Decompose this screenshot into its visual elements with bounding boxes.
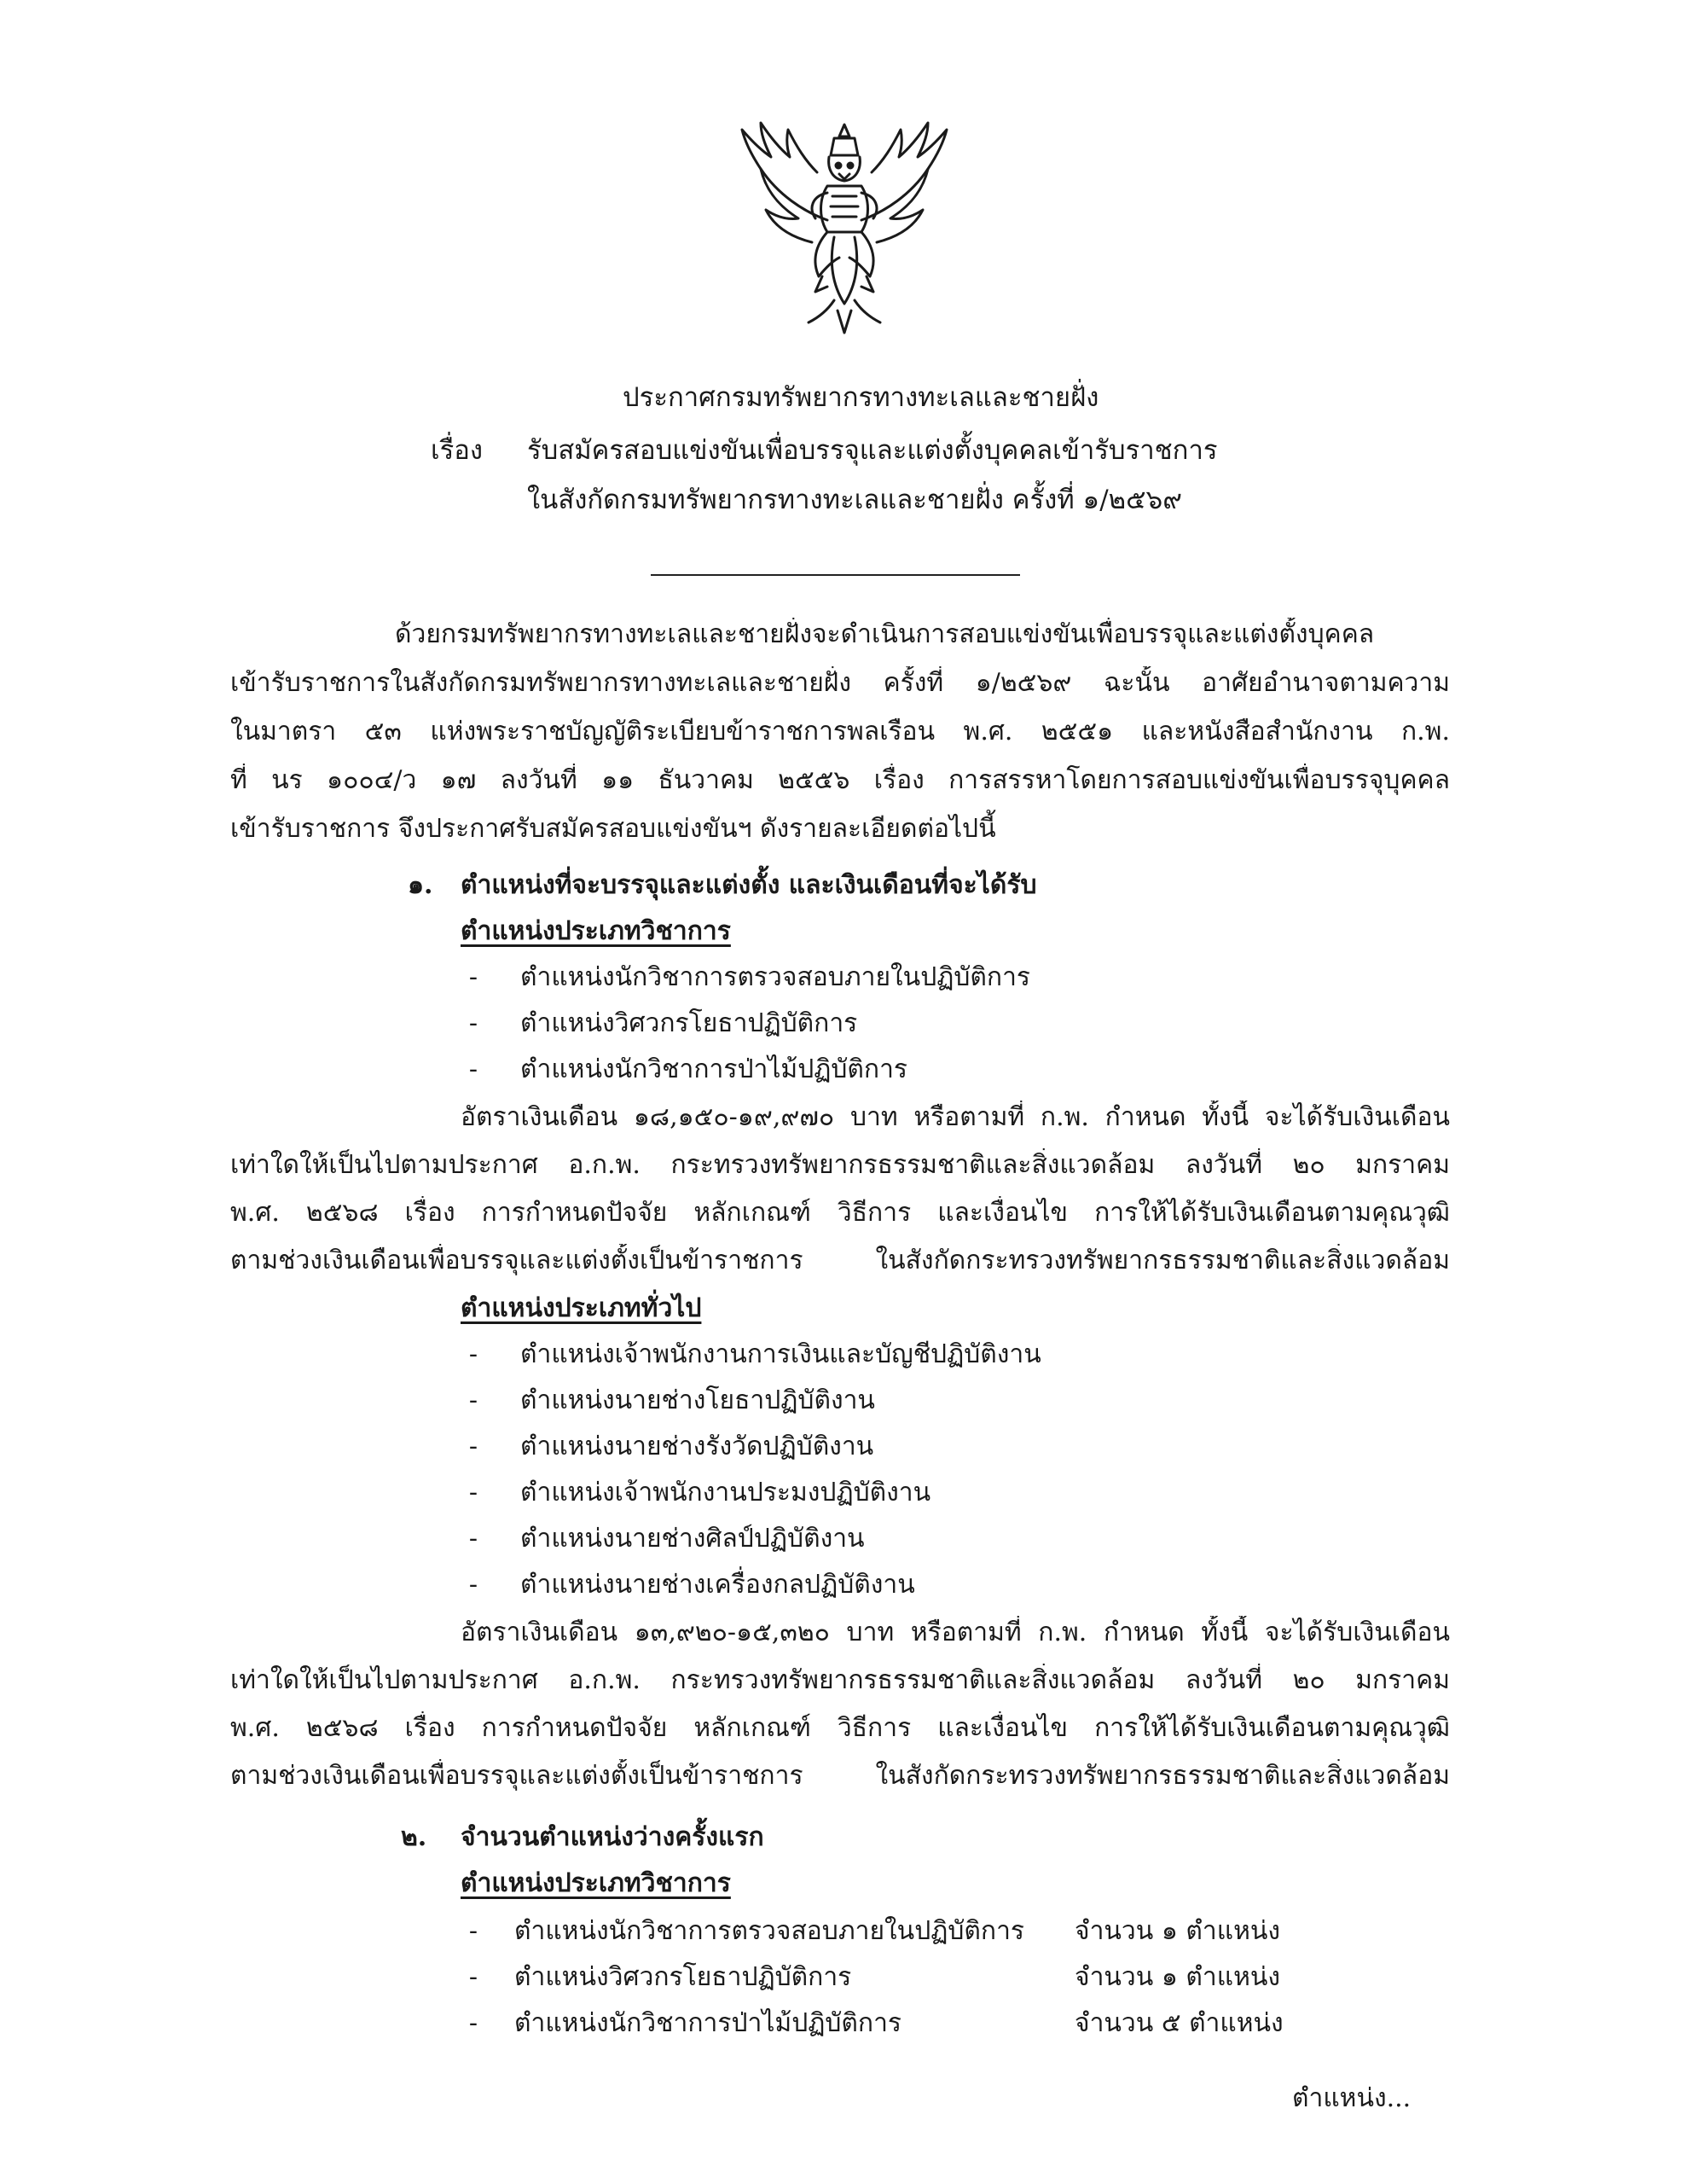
page-continuation: ตำแหน่ง... (1292, 2083, 1412, 2113)
general-position-3: ตำแหน่งนายช่างรังวัดปฏิบัติงาน (520, 1432, 874, 1461)
list-dash: - (468, 1339, 478, 1369)
section-1-heading: ตำแหน่งที่จะบรรจุและแต่งตั้ง และเงินเดือนที่จะได้รับ (461, 870, 1037, 900)
academic-salary-line-2: เท่าใดให้เป็นไปตามประกาศ อ.ก.พ. กระทรวงทรัพยากรธรรมชาติและสิ่งแวดล้อม ลงวันที่ ๒๐ มกราคม (230, 1150, 1450, 1180)
vacancy-position-1: ตำแหน่งนักวิชาการตรวจสอบภายในปฏิบัติการ (514, 1916, 1025, 1946)
general-salary-line-4: ตามช่วงเงินเดือนเพื่อบรรจุและแต่งตั้งเป็นข้าราชการ ในสังกัดกระทรวงทรัพยากรธรรมชาติและสิ่งแวดล้อม (230, 1761, 1450, 1791)
section-1-number: ๑. (408, 870, 433, 900)
subject-line-2: ในสังกัดกรมทรัพยากรทางทะเลและชายฝั่ง ครั้งที่ ๑/๒๕๖๙ (527, 485, 1182, 515)
list-dash: - (468, 962, 478, 992)
intro-line-1: ด้วยกรมทรัพยากรทางทะเลและชายฝั่งจะดำเนินการสอบแข่งขันเพื่อบรรจุและแต่งตั้งบุคคล (395, 619, 1375, 649)
list-dash: - (468, 1524, 478, 1554)
academic-position-1: ตำแหน่งนักวิชาการตรวจสอบภายในปฏิบัติการ (520, 962, 1031, 992)
academic-salary-line-1: อัตราเงินเดือน ๑๘,๑๕๐-๑๙,๙๗๐ บาท หรือตามที่ ก.พ. กำหนด ทั้งนี้ จะได้รับเงินเดือน (461, 1102, 1450, 1132)
section-2-academic-heading: ตำแหน่งประเภทวิชาการ (461, 1868, 731, 1898)
general-salary-line-3: พ.ศ. ๒๕๖๘ เรื่อง การกำหนดปัจจัย หลักเกณฑ์ วิธีการ และเงื่อนไข การให้ได้รับเงินเดือนตามคุณวุฒิ (230, 1713, 1450, 1743)
list-dash: - (468, 1916, 478, 1946)
general-position-2: ตำแหน่งนายช่างโยธาปฏิบัติงาน (520, 1385, 875, 1415)
academic-position-3: ตำแหน่งนักวิชาการป่าไม้ปฏิบัติการ (520, 1054, 908, 1084)
academic-salary-line-4: ตามช่วงเงินเดือนเพื่อบรรจุและแต่งตั้งเป็นข้าราชการ ในสังกัดกระทรวงทรัพยากรธรรมชาติและสิ่งแวดล้อม (230, 1246, 1450, 1275)
intro-line-5: เข้ารับราชการ จึงประกาศรับสมัครสอบแข่งขันฯ ดังรายละเอียดต่อไปนี้ (230, 814, 996, 844)
header-divider (651, 574, 1020, 576)
general-position-5: ตำแหน่งนายช่างศิลป์ปฏิบัติงาน (520, 1524, 865, 1554)
subject-line-1: รับสมัครสอบแข่งขันเพื่อบรรจุและแต่งตั้งบุคคลเข้ารับราชการ (527, 435, 1218, 466)
general-position-1: ตำแหน่งเจ้าพนักงานการเงินและบัญชีปฏิบัติงาน (520, 1339, 1041, 1369)
list-dash: - (468, 1962, 478, 1992)
general-salary-line-1: อัตราเงินเดือน ๑๓,๙๒๐-๑๕,๓๒๐ บาท หรือตามที่ ก.พ. กำหนด ทั้งนี้ จะได้รับเงินเดือน (461, 1618, 1450, 1647)
subject-label: เรื่อง (431, 435, 484, 466)
intro-line-4: ที่ นร ๑๐๐๔/ว ๑๗ ลงวันที่ ๑๑ ธันวาคม ๒๕๕๖ เรื่อง การสรรหาโดยการสอบแข่งขันเพื่อบรรจุบุคคล (230, 765, 1450, 795)
academic-position-2: ตำแหน่งวิศวกรโยธาปฏิบัติการ (520, 1008, 858, 1038)
general-position-4: ตำแหน่งเจ้าพนักงานประมงปฏิบัติงาน (520, 1478, 931, 1507)
general-salary-line-2: เท่าใดให้เป็นไปตามประกาศ อ.ก.พ. กระทรวงทรัพยากรธรรมชาติและสิ่งแวดล้อม ลงวันที่ ๒๐ มกราคม (230, 1665, 1450, 1695)
section-2-heading: จำนวนตำแหน่งว่างครั้งแรก (461, 1822, 764, 1852)
section-1-general-heading: ตำแหน่งประเภททั่วไป (461, 1293, 702, 1323)
vacancy-position-3: ตำแหน่งนักวิชาการป่าไม้ปฏิบัติการ (514, 2008, 902, 2038)
academic-salary-line-3: พ.ศ. ๒๕๖๘ เรื่อง การกำหนดปัจจัย หลักเกณฑ์ วิธีการ และเงื่อนไข การให้ได้รับเงินเดือนตามคุณวุฒิ (230, 1198, 1450, 1228)
list-dash: - (468, 1570, 478, 1600)
section-2-number: ๒. (401, 1822, 427, 1852)
vacancy-count-3: จำนวน ๕ ตำแหน่ง (1075, 2008, 1284, 2038)
list-dash: - (468, 2008, 478, 2038)
general-position-6: ตำแหน่งนายช่างเครื่องกลปฏิบัติงาน (520, 1570, 915, 1600)
intro-line-2: เข้ารับราชการในสังกัดกรมทรัพยากรทางทะเลและชายฝั่ง ครั้งที่ ๑/๒๕๖๙ ฉะนั้น อาศัยอำนาจตามความ (230, 668, 1450, 698)
vacancy-position-2: ตำแหน่งวิศวกรโยธาปฏิบัติการ (514, 1962, 852, 1992)
list-dash: - (468, 1385, 478, 1415)
announcement-title: ประกาศกรมทรัพยากรทางทะเลและชายฝั่ง (623, 382, 1099, 413)
intro-line-3: ในมาตรา ๕๓ แห่งพระราชบัญญัติระเบียบข้าราชการพลเรือน พ.ศ. ๒๕๕๑ และหนังสือสำนักงาน ก.พ. (230, 717, 1450, 746)
list-dash: - (468, 1008, 478, 1038)
list-dash: - (468, 1432, 478, 1461)
vacancy-count-1: จำนวน ๑ ตำแหน่ง (1075, 1916, 1280, 1946)
list-dash: - (468, 1478, 478, 1507)
section-1-academic-heading: ตำแหน่งประเภทวิชาการ (461, 916, 731, 946)
list-dash: - (468, 1054, 478, 1084)
garuda-emblem (727, 118, 962, 341)
vacancy-count-2: จำนวน ๑ ตำแหน่ง (1075, 1962, 1280, 1992)
